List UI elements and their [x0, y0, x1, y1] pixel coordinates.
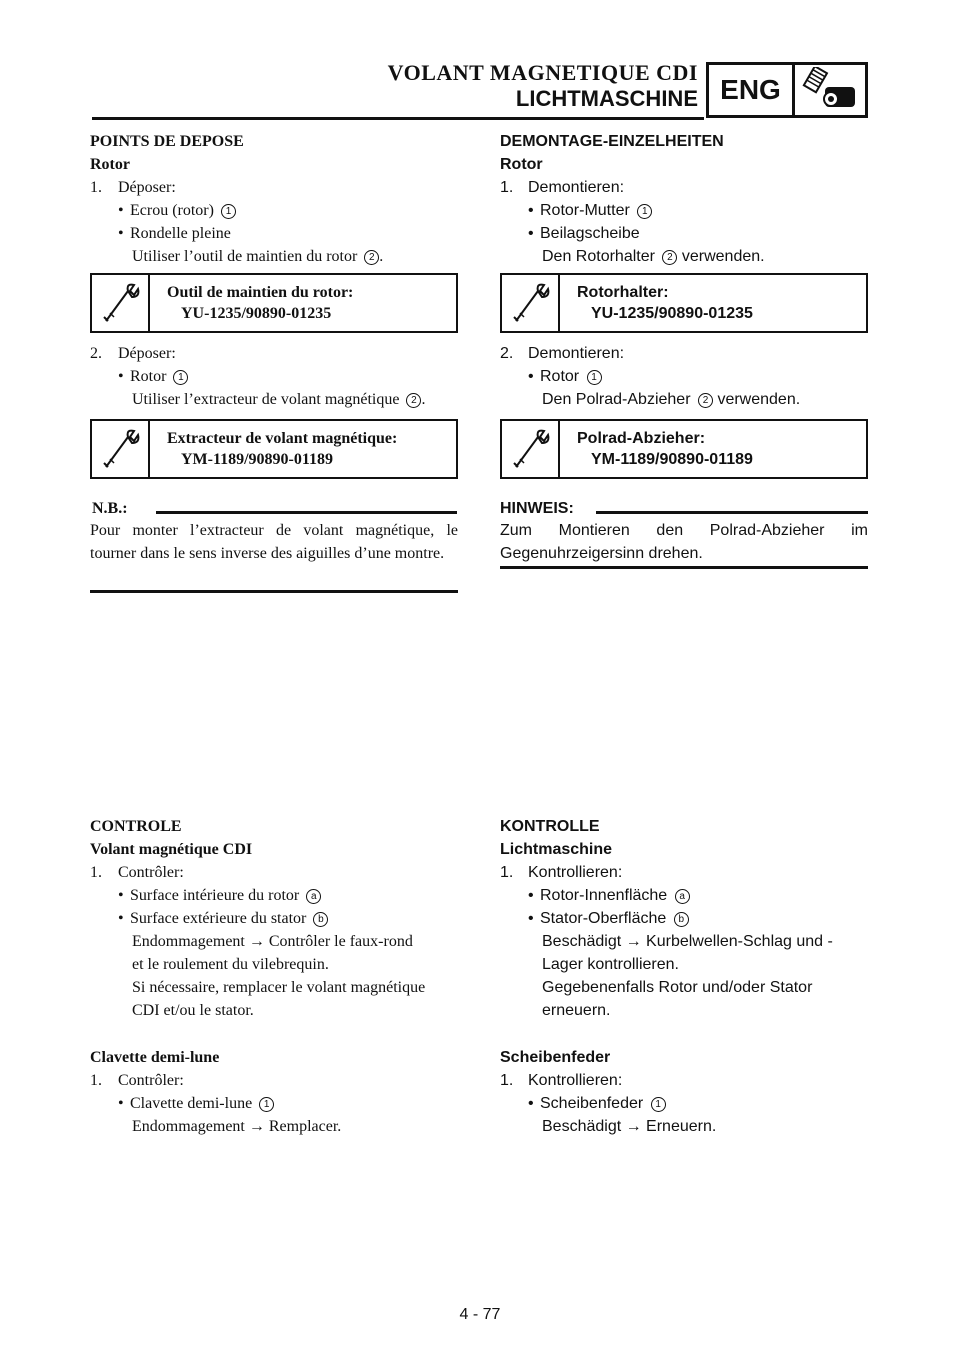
fr-step2	[90, 342, 458, 365]
de-step1-item2-text: Beilagscheibe	[540, 225, 640, 242]
fr-step1-item1	[90, 199, 458, 222]
fr-check-section	[90, 815, 458, 1138]
fr-step2-item	[90, 365, 458, 388]
spacer	[500, 1022, 868, 1046]
fr-check-s1-l1: Endommagement → Contrôler le faux-rond	[132, 933, 413, 950]
de-step1-item1	[500, 199, 868, 222]
de-note-text: Zum Montieren den Polrad-Abzieher im Gegenuhrzeigersinn drehen.	[500, 522, 868, 562]
de-tool2-name: Polrad-Abzieher:	[577, 430, 706, 447]
header-title-de: LICHTMASCHINE	[515, 86, 698, 111]
de-tool1-text	[560, 275, 753, 331]
de-check-section	[500, 815, 868, 1138]
page-number: 4 - 77	[459, 1306, 501, 1323]
callout-b: b	[313, 912, 328, 927]
fr-tool2-text	[150, 421, 397, 477]
de-check-s2-label: Kontrollieren:	[528, 1072, 623, 1089]
fr-tool1-box	[90, 273, 458, 333]
fr-step2-note: Utiliser l’extracteur de volant magnétique 2 .	[132, 391, 426, 408]
de-tool1-name: Rotorhalter:	[577, 284, 669, 301]
fr-note-text: Pour monter l’extracteur de volant magnétique, le tourner dans le sens inverse des aiguilles d’une montre.	[90, 522, 458, 562]
header-rule	[92, 117, 704, 120]
fr-check-s1-l4: CDI et/ou le stator.	[132, 1002, 254, 1019]
de-step2-item	[500, 365, 868, 388]
de-check-s1-label: Kontrollieren:	[528, 864, 623, 881]
de-note-label: HINWEIS:	[500, 500, 574, 517]
fr-check-s1-item1-text: Surface intérieure du rotor	[130, 887, 300, 904]
de-step1-note	[500, 245, 868, 268]
fr-check-sub1: Volant magnétique CDI	[90, 841, 253, 858]
de-removal-heading: DEMONTAGE-EINZELHEITEN	[500, 133, 724, 150]
de-tool1-code: YU-1235/90890-01235	[591, 305, 753, 322]
de-check-s1-item2	[500, 907, 868, 930]
de-step1-note-text: Den Rotorhalter	[542, 248, 655, 265]
fr-tool1-code: YU-1235/90890-01235	[181, 305, 332, 322]
callout-2: 2	[662, 250, 677, 265]
de-check-s1-item2-text: Stator-Oberfläche	[540, 910, 667, 927]
language-badge-label: ENG	[709, 65, 795, 115]
fr-tool2-box	[90, 419, 458, 479]
de-tool2-code: YM-1189/90890-01189	[591, 451, 753, 468]
de-check-s2	[500, 1069, 868, 1092]
special-tool-icon	[92, 421, 150, 477]
fr-check-s2-label: Contrôler:	[118, 1072, 184, 1089]
fr-check-s2-num: 1.	[90, 1072, 102, 1089]
fr-step1	[90, 176, 458, 199]
callout-1: 1	[173, 370, 188, 385]
de-step2-note-end: verwenden.	[717, 391, 801, 408]
fr-step1-item2	[90, 222, 458, 245]
fr-step2-item-text: Rotor	[130, 368, 167, 385]
de-check-s1-l2: Lager kontrollieren.	[542, 956, 679, 973]
fr-check-s1-label: Contrôler:	[118, 864, 184, 881]
de-step2-note-text: Den Polrad-Abzieher	[542, 391, 691, 408]
language-badge	[706, 62, 868, 118]
de-tool2-box	[500, 419, 868, 479]
header-title-fr: VOLANT MAGNETIQUE CDI	[387, 60, 698, 85]
de-step1-label: Demontieren:	[528, 179, 625, 196]
callout-2: 2	[364, 250, 379, 265]
de-removal-section	[500, 130, 868, 268]
callout-1: 1	[637, 204, 652, 219]
fr-step2-label: Déposer:	[118, 345, 176, 362]
fr-check-s2-item	[90, 1092, 458, 1115]
fr-note-label: N.B.:	[92, 500, 128, 517]
special-tool-icon	[502, 421, 560, 477]
de-check-sub1: Lichtmaschine	[500, 841, 613, 858]
de-step1-item1-text: Rotor-Mutter	[540, 202, 630, 219]
fr-step1-num: 1.	[90, 179, 102, 196]
de-note-rule-bottom	[500, 566, 868, 569]
de-check-heading: KONTROLLE	[500, 818, 600, 835]
fr-tool2-code: YM-1189/90890-01189	[181, 451, 333, 468]
fr-check-sub2: Clavette demi-lune	[90, 1049, 220, 1066]
de-check-s1-item1	[500, 884, 868, 907]
de-step2-num: 2.	[500, 345, 514, 362]
de-check-s1-l1: Beschädigt → Kurbelwellen-Schlag und -	[542, 933, 833, 950]
de-removal-sub: Rotor	[500, 156, 543, 173]
callout-1: 1	[651, 1097, 666, 1112]
fr-check-heading: CONTROLE	[90, 818, 182, 835]
de-step2-note	[500, 388, 868, 411]
de-check-s1-l4: erneuern.	[542, 1002, 611, 1019]
de-step2-label: Demontieren:	[528, 345, 625, 362]
fr-note-rule-bottom	[90, 590, 458, 593]
engine-wrench-icon	[795, 65, 865, 115]
fr-step1-item1-text: Ecrou (rotor)	[130, 202, 214, 219]
de-check-s1	[500, 861, 868, 884]
fr-check-s2-item-text: Clavette demi-lune	[130, 1095, 253, 1112]
fr-check-s1-item2	[90, 907, 458, 930]
special-tool-icon	[92, 275, 150, 331]
fr-step1-note: Utiliser l’outil de maintien du rotor 2 .	[132, 248, 384, 265]
de-check-s1-num: 1.	[500, 864, 514, 881]
de-step2-section	[500, 342, 868, 411]
de-note-rule	[596, 511, 868, 514]
callout-b: b	[674, 912, 689, 927]
fr-tool2-name: Extracteur de volant magnétique:	[167, 430, 398, 447]
de-check-s2-item-text: Scheibenfeder	[540, 1095, 644, 1112]
fr-step1-item2-text: Rondelle pleine	[130, 225, 231, 242]
fr-check-s1	[90, 861, 458, 884]
fr-step1-note-text: Utiliser l’outil de maintien du rotor	[132, 248, 358, 265]
de-step1-num: 1.	[500, 179, 514, 196]
de-check-s2-item	[500, 1092, 868, 1115]
de-check-s2-num: 1.	[500, 1072, 514, 1089]
de-step1-note-end: verwenden.	[681, 248, 765, 265]
callout-2: 2	[698, 393, 713, 408]
de-tool2-text	[560, 421, 753, 477]
fr-step2-num: 2.	[90, 345, 102, 362]
fr-check-s2-l1: Endommagement → Remplacer.	[132, 1118, 342, 1135]
de-check-s1-item1-text: Rotor-Innenfläche	[540, 887, 668, 904]
de-step1	[500, 176, 868, 199]
fr-check-s2	[90, 1069, 458, 1092]
spacer	[90, 1022, 458, 1046]
de-tool1-box	[500, 273, 868, 333]
fr-step2-note-text: Utiliser l’extracteur de volant magnétique	[132, 391, 400, 408]
fr-step2-section	[90, 342, 458, 411]
fr-check-s1-l3: Si nécessaire, remplacer le volant magnétique	[132, 979, 426, 996]
callout-a: a	[675, 889, 690, 904]
fr-step1-label: Déposer:	[118, 179, 176, 196]
callout-1: 1	[587, 370, 602, 385]
de-check-s1-l3: Gegebenenfalls Rotor und/oder Stator	[542, 979, 813, 996]
fr-removal-sub: Rotor	[90, 156, 130, 173]
fr-tool1-text	[150, 275, 353, 331]
de-check-s2-l1: Beschädigt → Erneuern.	[542, 1118, 717, 1135]
callout-a: a	[306, 889, 321, 904]
fr-check-s1-item1	[90, 884, 458, 907]
callout-1: 1	[259, 1097, 274, 1112]
callout-2: 2	[406, 393, 421, 408]
fr-check-s1-num: 1.	[90, 864, 102, 881]
fr-note-rule	[156, 511, 457, 514]
callout-1: 1	[221, 204, 236, 219]
de-step2	[500, 342, 868, 365]
de-check-sub2: Scheibenfeder	[500, 1049, 611, 1066]
fr-tool1-name: Outil de maintien du rotor:	[167, 284, 354, 301]
de-step2-item-text: Rotor	[540, 368, 580, 385]
special-tool-icon	[502, 275, 560, 331]
de-step1-item2	[500, 222, 868, 245]
fr-check-s1-l2: et le roulement du vilebrequin.	[132, 956, 329, 973]
fr-check-s1-item2-text: Surface extérieure du stator	[130, 910, 307, 927]
fr-removal-section	[90, 130, 458, 268]
fr-removal-heading: POINTS DE DEPOSE	[90, 133, 244, 150]
